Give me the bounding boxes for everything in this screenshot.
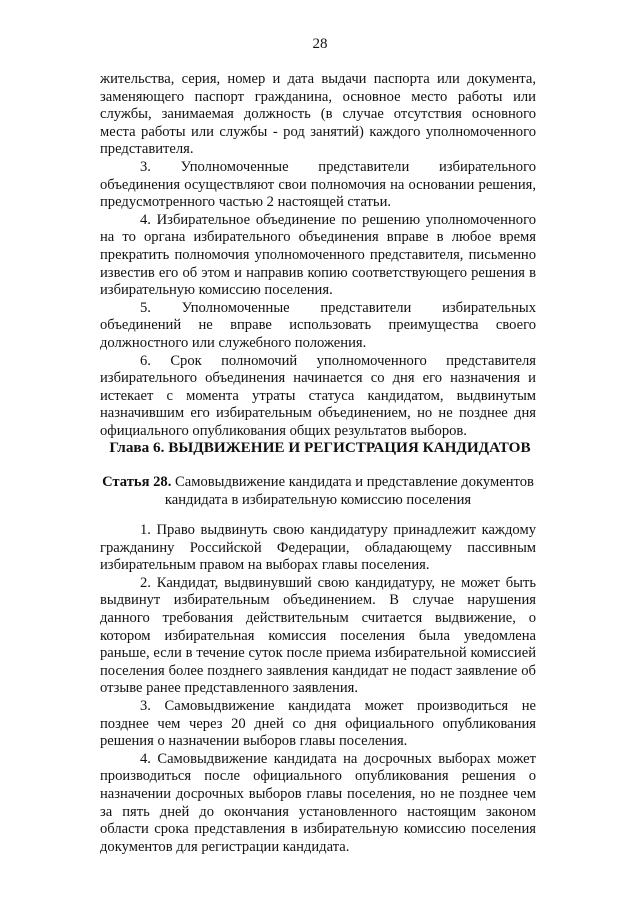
article-heading (100, 474, 536, 509)
paragraph: 3. Уполномоченные представители избирательного объединения осуществляют свои полномочия на основании решения, предусмотренного частью 2 настоящей статьи. (100, 158, 536, 211)
paragraph: 2. Кандидат, выдвинувший свою кандидатуру, не может быть выдвинут избирательным объединением. В случае нарушения данного требования действительным считается выдвижение, о котором избирательная комиссия поселения была уведомлена раньше, если в течение суток после приема избирательной комиссией поселения более позднего заявления кандидат не подаст заявление об отзыве ранее представленного заявления. (100, 574, 536, 697)
article-label: Статья 28. (102, 474, 172, 490)
text-block-top (100, 71, 536, 440)
paragraph: 5. Уполномоченные представители избирательных объединений не вправе использовать преимущества своего должностного или служебного положения. (100, 299, 536, 351)
paragraph: 3. Самовыдвижение кандидата может производиться не позднее чем через 20 дней со дня официального опубликования решения о назначении выборов главы поселения. (100, 697, 536, 750)
paragraph: жительства, серия, номер и дата выдачи паспорта или документа, заменяющего паспорт гражданина, основное место работы или службы, занимаемая должность (в случае отсутствия основного места работы или службы - род занятий) каждого уполномоченного представителя. (100, 71, 536, 158)
page-number: 28 (312, 36, 328, 52)
chapter-title: Глава 6. ВЫДВИЖЕНИЕ И РЕГИСТРАЦИЯ КАНДИДАТОВ (109, 439, 531, 456)
text-block-article (100, 522, 536, 856)
paragraph: 4. Избирательное объединение по решению уполномоченного на то органа избирательного объединения вправе в любое время прекратить полномочия уполномоченного представителя, письменно известив его об этом и направив копию соответствующего решения в избирательную комиссию поселения. (100, 211, 536, 299)
paragraph: 6. Срок полномочий уполномоченного представителя избирательного объединения начинается со дня его назначения и истекает с момента утраты статуса кандидатом, выдвинутым назначившим его избирательным объединением, но не позднее дня официального опубликования общих результатов выборов. (100, 352, 536, 439)
paragraph: 4. Самовыдвижение кандидата на досрочных выборах может производиться после официального опубликования решения о назначении досрочных выборов главы поселения, но не позднее чем за пять дней до окончания установленного настоящим законом области срока представления в избирательную комиссию поселения документов для регистрации кандидата. (100, 750, 536, 855)
paragraph: 1. Право выдвинуть свою кандидатуру принадлежит каждому гражданину Российской Федерации, обладающему пассивным избирательным правом на выборах главы поселения. (100, 522, 536, 574)
article-title: Самовыдвижение кандидата и представление документов кандидата в избирательную комиссию поселения (164, 474, 534, 508)
